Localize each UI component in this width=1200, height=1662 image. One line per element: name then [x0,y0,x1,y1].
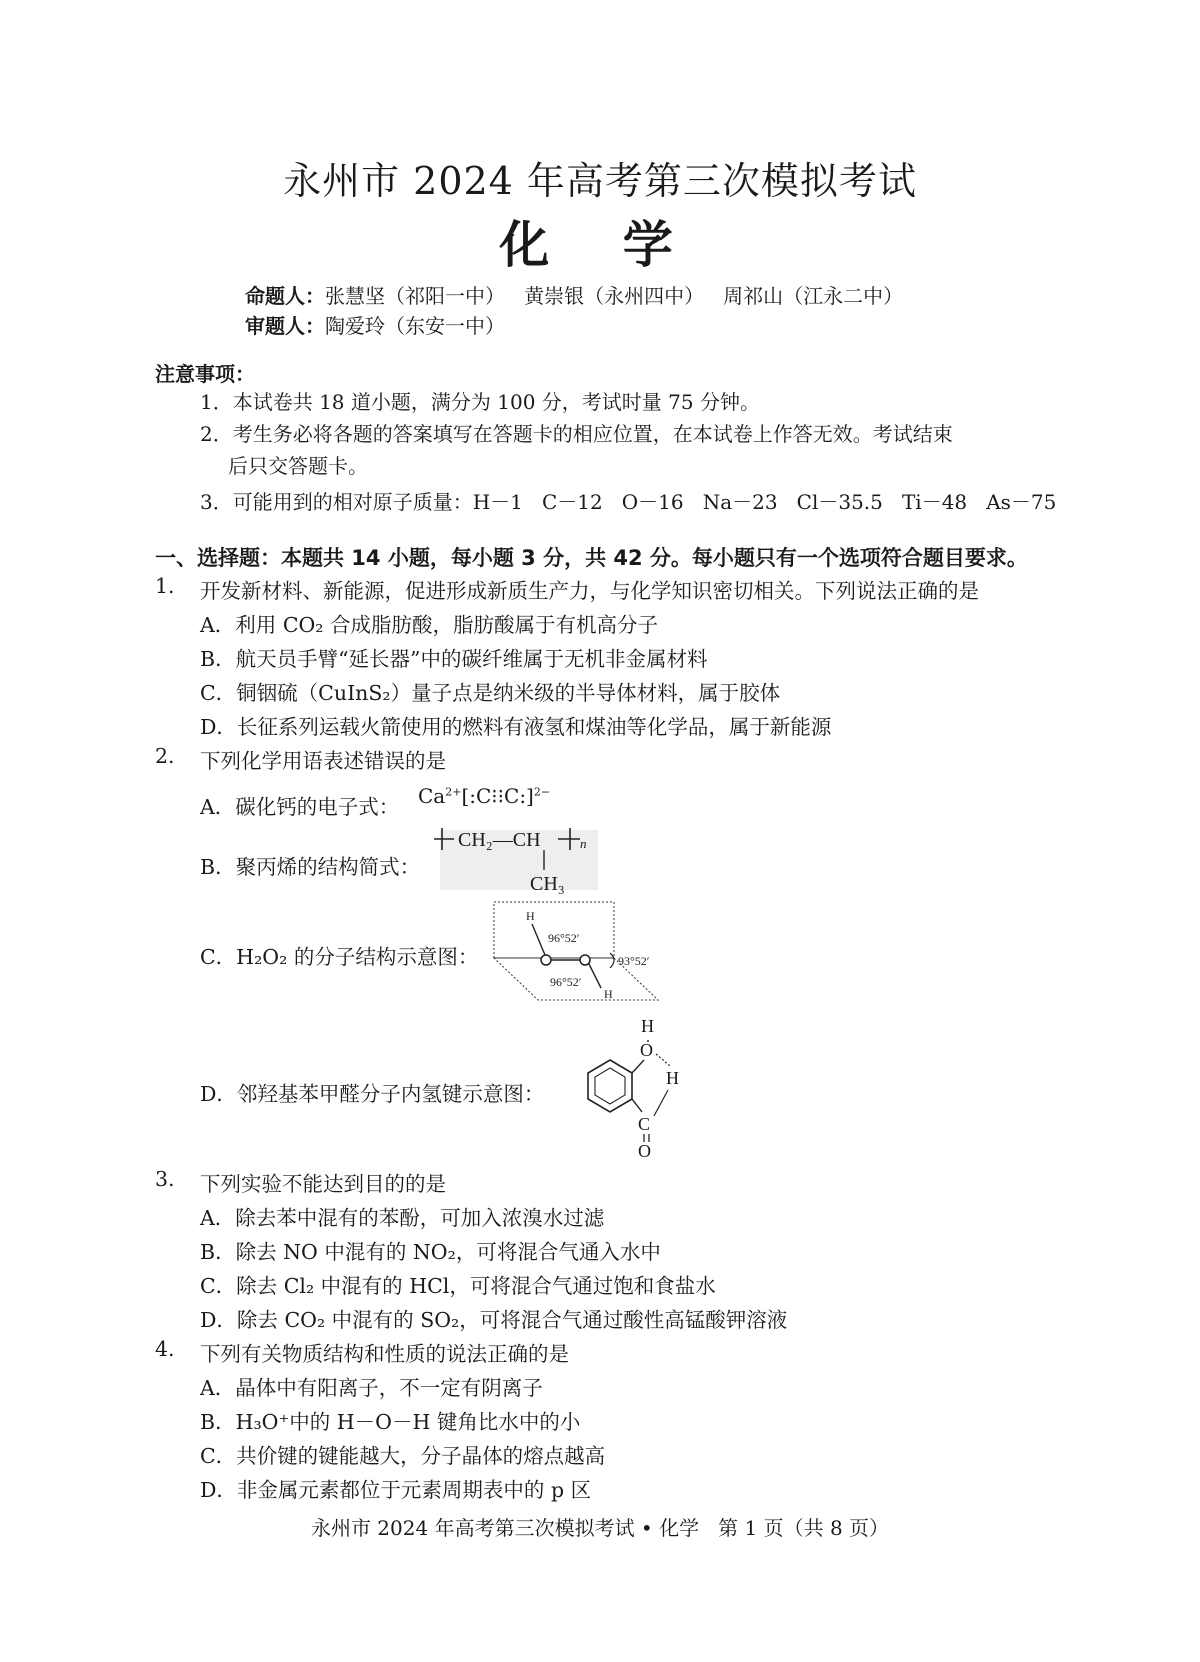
notice-heading: 注意事项： [155,362,255,386]
sal-h-side: H [666,1068,679,1088]
cac2-ca-charge: 2+ [445,785,462,799]
h2o2-structure [490,898,680,1010]
q3-number: 3. [155,1167,175,1191]
q1-option-b: B．航天员手臂“延长器”中的碳纤维属于无机非金属材料 [200,647,708,671]
q3-option-c: C．除去 Cl₂ 中混有的 HCl，可将混合气通过饱和食盐水 [200,1274,716,1298]
q2-option-b: B．聚丙烯的结构简式： [200,855,421,879]
reviewers-line [245,310,505,339]
q2-option-d: D．邻羟基苯甲醛分子内氢键示意图： [200,1082,545,1106]
cac2-ca: Ca [418,784,446,808]
h2o2-h-bottom: H [604,987,613,1001]
h2o2-dihedral: 93°52′ [618,954,650,968]
q3-option-b: B．除去 NO 中混有的 NO₂，可将混合气通入水中 [200,1240,661,1264]
h2o2-angle-1: 96°52′ [548,931,580,945]
q1-option-c: C．铜铟硫（CuInS₂）量子点是纳米级的半导体材料，属于胶体 [200,681,781,705]
exam-title: 永州市 2024 年高考第三次模拟考试 [283,159,917,203]
q1-option-d: D．长征系列运载火箭使用的燃料有液氢和煤油等化学品，属于新能源 [200,715,832,739]
q4-option-d: D．非金属元素都位于元素周期表中的 p 区 [200,1478,592,1502]
q1-stem: 开发新材料、新能源，促进形成新质生产力，与化学知识密切相关。下列说法正确的是 [200,579,979,603]
page-footer: 永州市 2024 年高考第三次模拟考试 • 化学 第 1 页（共 8 页） [310,1516,890,1540]
q2-option-a: A．碳化钙的电子式： [200,795,400,819]
propose-label: 命题人： [245,284,325,308]
q2-number: 2. [155,744,175,768]
cac2-electron-formula [418,784,550,808]
polypropylene-sub: CH₃ [530,873,565,895]
notice-item-1: 1．本试卷共 18 道小题，满分为 100 分，考试时量 75 分钟。 [200,390,760,414]
q1-option-a: A．利用 CO₂ 合成脂肪酸，脂肪酸属于有机高分子 [200,613,659,637]
proposers-line [245,280,903,309]
q3-stem: 下列实验不能达到目的的是 [200,1172,446,1196]
subject-title: 化 学 [499,216,701,274]
q4-number: 4. [155,1337,175,1361]
q4-option-c: C．共价键的键能越大，分子晶体的熔点越高 [200,1444,606,1468]
polypropylene-n: n [580,836,587,851]
q1-number: 1. [155,574,175,598]
polypropylene-main: CH₂—CH [458,829,541,851]
sal-c: C [638,1114,651,1134]
sal-o-top: O [640,1040,653,1060]
cac2-anion: [:C⁝⁝C:] [461,784,534,808]
notice-item-3: 3．可能用到的相对原子质量：H－1 C－12 O－16 Na－23 Cl－35.5 Ti－48 As－75 [200,490,1057,514]
sal-o-bottom: O [638,1141,651,1160]
q4-stem: 下列有关物质结构和性质的说法正确的是 [200,1342,569,1366]
cac2-anion-charge: 2− [533,785,551,799]
section-heading: 一、选择题：本题共 14 小题，每小题 3 分，共 42 分。每小题只有一个选项符合题目要求。 [155,546,1028,570]
q3-option-a: A．除去苯中混有的苯酚，可加入浓溴水过滤 [200,1206,605,1230]
q2-option-c: C．H₂O₂ 的分子结构示意图： [200,945,479,969]
notice-item-2: 2．考生务必将各题的答案填写在答题卡的相应位置，在本试卷上作答无效。考试结束 [200,422,953,446]
h2o2-angle-2: 96°52′ [550,975,582,989]
reviewers-names: 陶爱玲（东安一中） [325,314,505,338]
salicylaldehyde-structure [570,1012,700,1160]
q4-option-b: B．H₃O⁺中的 H－O－H 键角比水中的小 [200,1410,581,1434]
proposers-names: 张慧坚（祁阳一中） 黄崇银（永州四中） 周祁山（江永二中） [325,284,904,308]
h2o2-h-top: H [526,909,535,923]
review-label: 审题人： [245,314,325,338]
sal-h-top: H [641,1016,654,1036]
notice-item-2-cont: 后只交答题卡。 [228,454,368,478]
polypropylene-structure [430,818,610,898]
q4-option-a: A．晶体中有阳离子，不一定有阴离子 [200,1376,543,1400]
q3-option-d: D．除去 CO₂ 中混有的 SO₂，可将混合气通过酸性高锰酸钾溶液 [200,1308,788,1332]
q2-stem: 下列化学用语表述错误的是 [200,749,446,773]
